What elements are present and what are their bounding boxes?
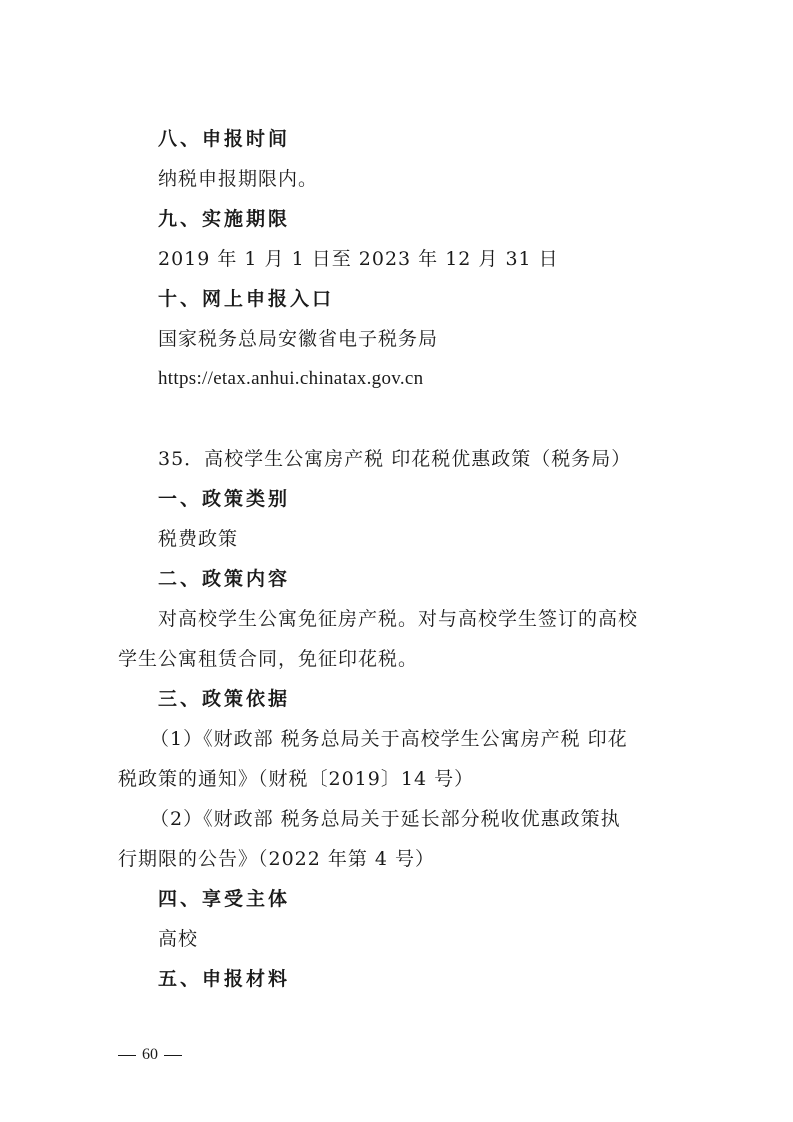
online-entry-name: 国家税务总局安徽省电子税务局 <box>158 328 439 350</box>
heading-declaration-materials: 五、申报材料 <box>158 968 291 990</box>
heading-policy-basis: 三、政策依据 <box>158 688 291 710</box>
heading-beneficiary: 四、享受主体 <box>158 888 291 910</box>
policy-title: 35．高校学生公寓房产税 印花税优惠政策（税务局） <box>158 448 632 470</box>
beneficiary-text: 高校 <box>158 928 199 950</box>
page-footer <box>118 1044 182 1066</box>
footer-dash-left <box>118 1055 136 1056</box>
policy-basis-ref1-line-1: （1）《财政部 税务总局关于高校学生公寓房产税 印花 <box>150 728 628 750</box>
heading-online-entry: 十、网上申报入口 <box>158 288 335 310</box>
heading-policy-content: 二、政策内容 <box>158 568 291 590</box>
page-number: 60 <box>142 1046 158 1063</box>
heading-implementation-period: 九、实施期限 <box>158 208 291 230</box>
policy-basis-ref2-line-1: （2）《财政部 税务总局关于延长部分税收优惠政策执 <box>150 808 621 830</box>
policy-category-text: 税费政策 <box>158 528 239 550</box>
policy-content-line-1: 对高校学生公寓免征房产税。对与高校学生签订的高校 <box>158 608 639 630</box>
policy-basis-ref2-line-2: 行期限的公告》（2022 年第 4 号） <box>118 848 436 870</box>
declaration-time-text: 纳税申报期限内。 <box>158 168 319 190</box>
policy-content-line-2: 学生公寓租赁合同，免征印花税。 <box>118 648 419 670</box>
heading-declaration-time: 八、申报时间 <box>158 128 291 150</box>
online-entry-url[interactable]: https://etax.anhui.chinatax.gov.cn <box>158 368 424 389</box>
policy-basis-ref1-line-2: 税政策的通知》（财税〔2019〕14 号） <box>118 768 475 790</box>
heading-policy-category: 一、政策类别 <box>158 488 291 510</box>
implementation-period-text: 2019 年 1 月 1 日至 2023 年 12 月 31 日 <box>158 248 559 270</box>
footer-dash-right <box>164 1055 182 1056</box>
